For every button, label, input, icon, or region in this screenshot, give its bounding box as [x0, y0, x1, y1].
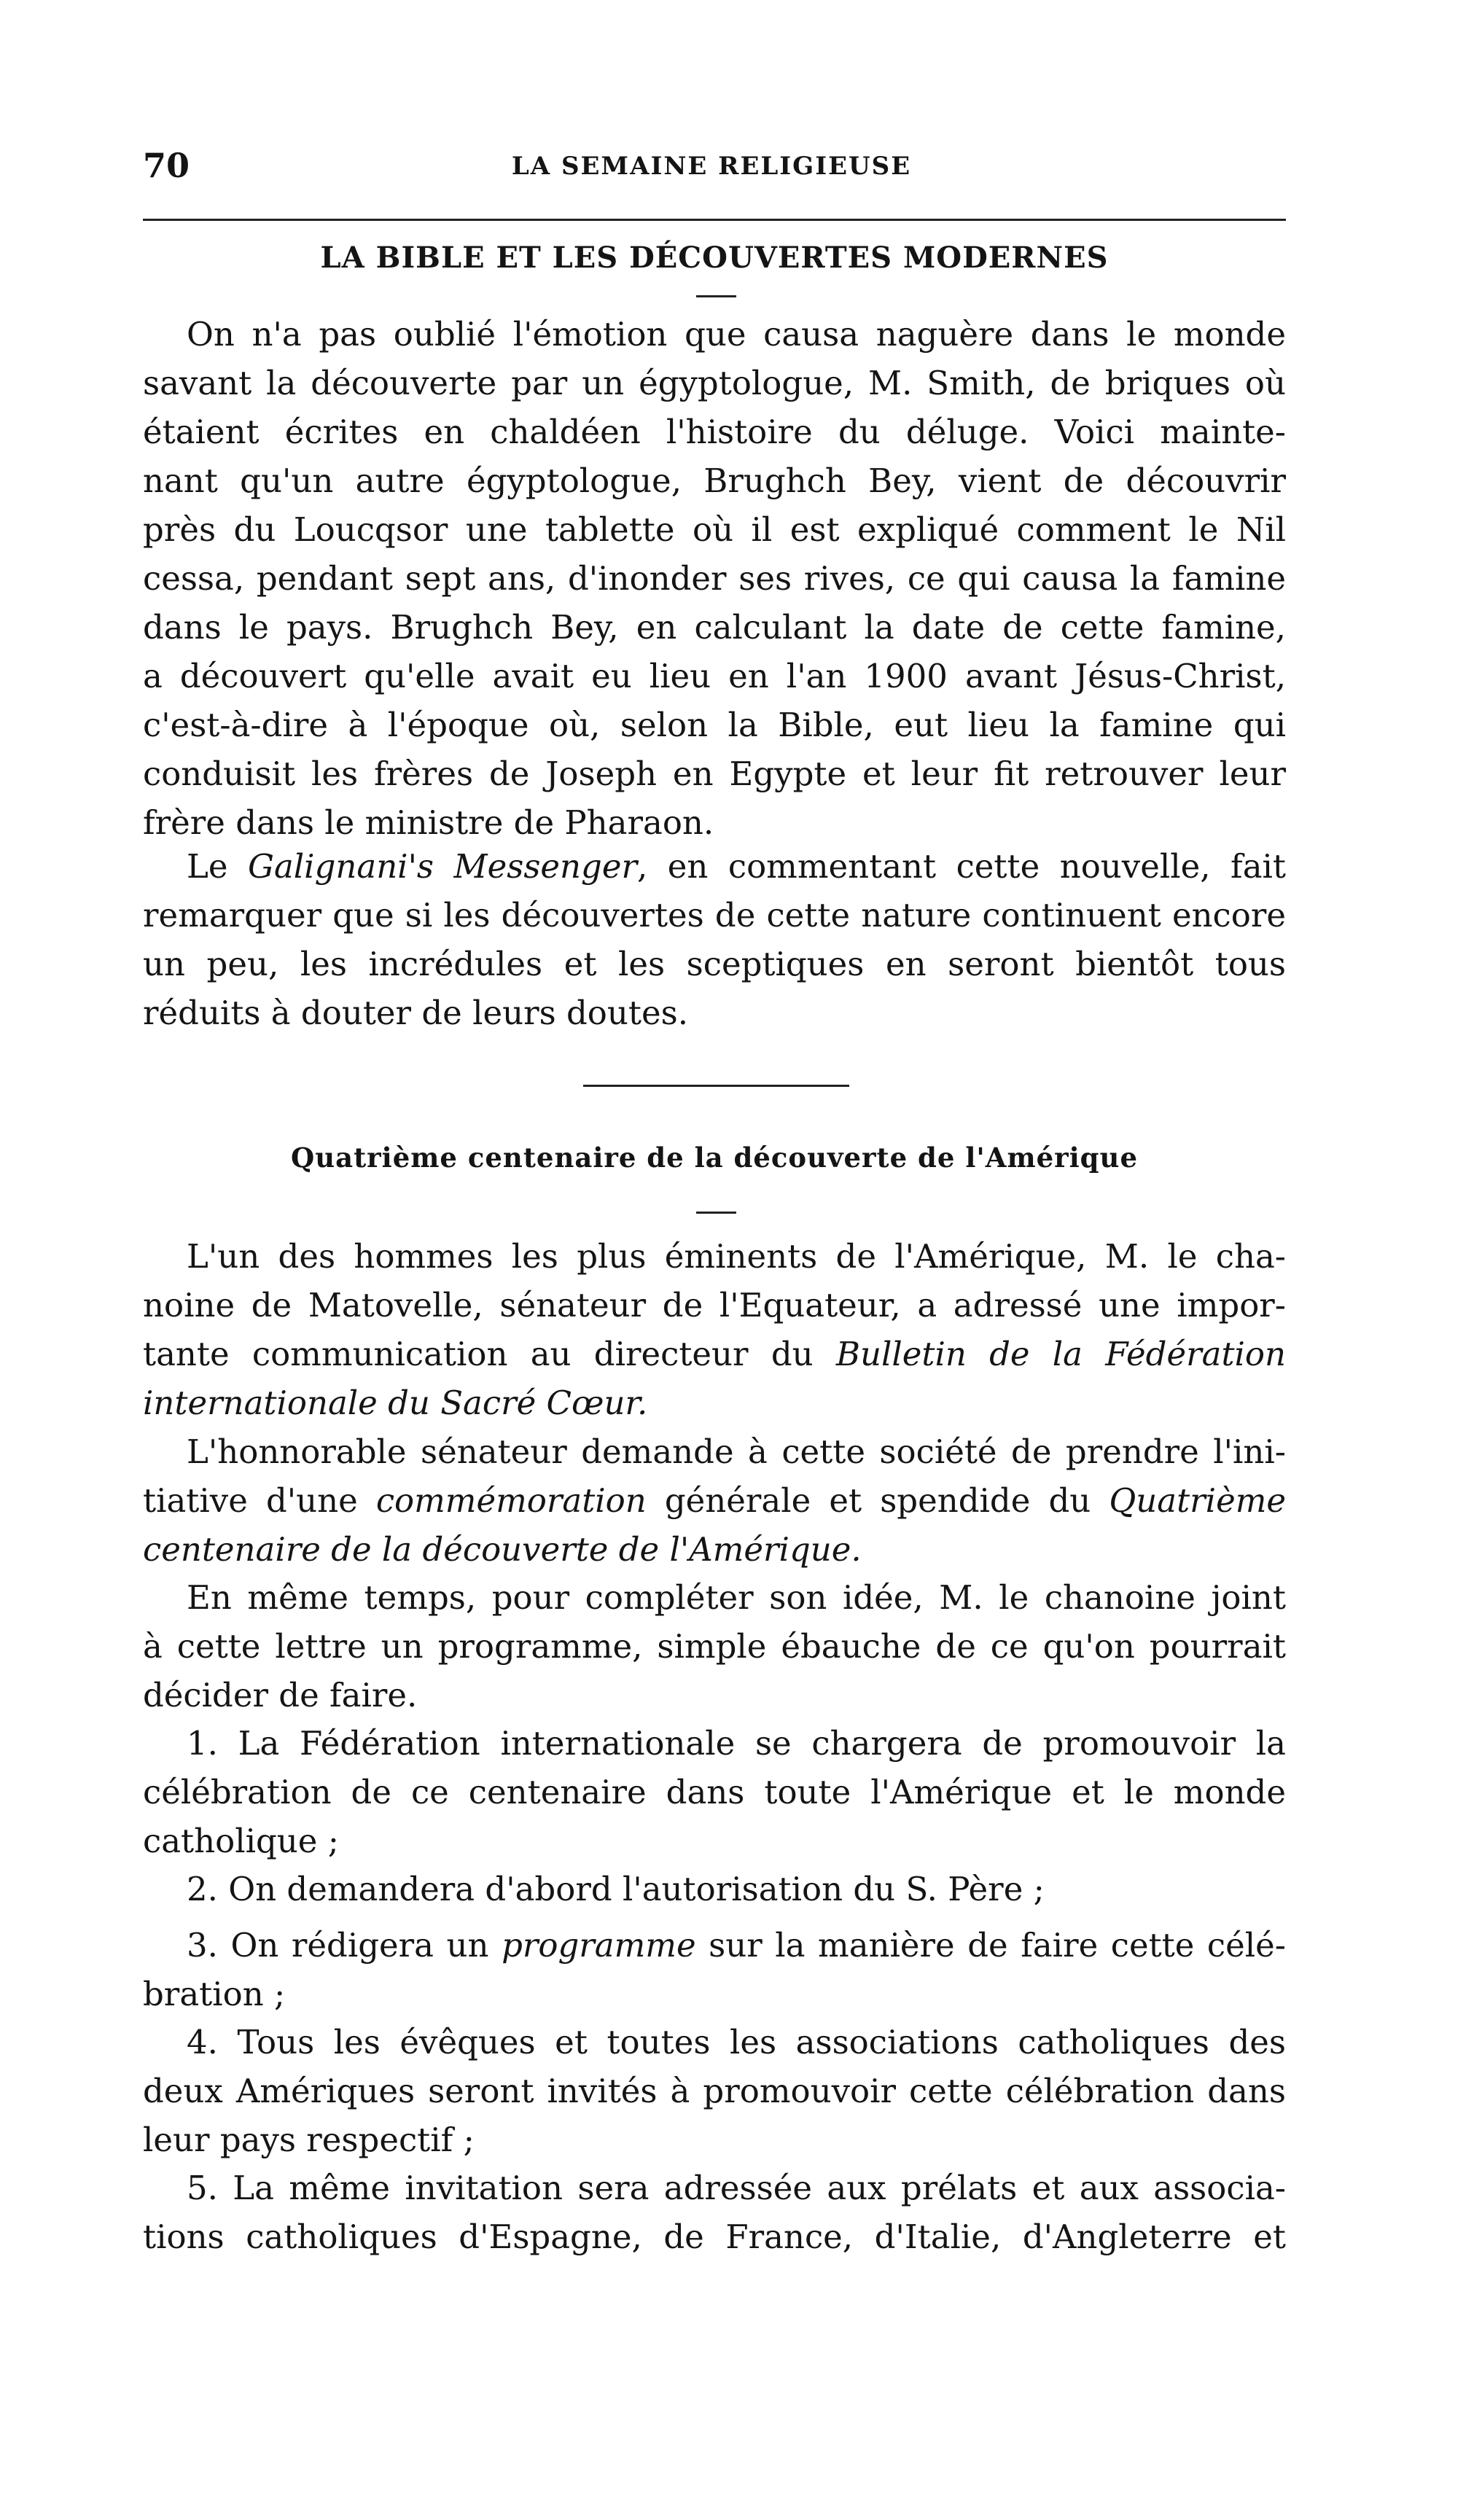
program-item-2 — [143, 1865, 1286, 1914]
text-line: remarquer que si les découvertes de cette nature continuent encore — [143, 896, 1286, 935]
text-line: L'un des hommes les plus éminents de l'Amérique, M. le cha- — [187, 1237, 1286, 1276]
page-header — [143, 146, 1280, 197]
article2-paragraph-1 — [143, 1232, 1286, 1427]
text-line — [143, 1378, 1286, 1427]
running-title: LA SEMAINE RELIGIEUSE — [511, 152, 912, 181]
text-span: Le — [187, 847, 249, 886]
program-item-1 — [143, 1719, 1286, 1865]
text-line: étaient écrites en chaldéen l'histoire du déluge. Voici mainte- — [143, 413, 1286, 451]
text-line: 2. On demandera d'abord l'autorisation du S. Père ; — [187, 1870, 1045, 1908]
text-line: conduisit les frères de Joseph en Egypte et leur fit retrouver leur — [143, 754, 1286, 793]
program-item-3 — [143, 1921, 1286, 2018]
italic-text: commémoration — [375, 1481, 647, 1520]
text-line: décider de faire. — [143, 1676, 418, 1715]
italic-text: Quatrième — [1109, 1481, 1286, 1520]
italic-text: centenaire de la découverte de l'Amérique. — [143, 1530, 862, 1569]
text-span: générale et spendide du — [646, 1481, 1109, 1520]
text-line: noine de Matovelle, sénateur de l'Equateur, a adressé une impor- — [143, 1286, 1286, 1325]
text-span: tiative d'une — [143, 1481, 376, 1520]
text-line — [143, 1921, 1286, 1970]
text-line: leur pays respectif ; — [143, 2121, 475, 2159]
article1-paragraph-1 — [143, 310, 1286, 847]
program-item-4 — [143, 2018, 1286, 2164]
article-title: LA BIBLE ET LES DÉCOUVERTES MODERNES — [320, 241, 1109, 275]
text-line: nant qu'un autre égyptologue, Brughch Bey, vient de découvrir — [143, 461, 1286, 500]
article1-paragraph-2 — [143, 842, 1286, 1037]
text-line: On n'a pas oublié l'émotion que causa naguère dans le monde — [187, 315, 1286, 354]
text-line: 4. Tous les évêques et toutes les associations catholiques des — [187, 2023, 1286, 2061]
text-span: , en commentant cette nouvelle, fait — [636, 847, 1286, 886]
page-number: 70 — [143, 146, 190, 185]
section-separator — [583, 1085, 849, 1087]
title-dash — [696, 295, 736, 297]
text-line: savant la découverte par un égyptologue, M. Smith, de briques où — [143, 364, 1286, 402]
text-line — [143, 1525, 1286, 1574]
text-line: bration ; — [143, 1975, 286, 2013]
text-line — [143, 1476, 1286, 1525]
header-rule — [143, 219, 1286, 221]
program-item-5 — [143, 2164, 1286, 2261]
italic-text: programme — [502, 1926, 696, 1965]
text-line: a découvert qu'elle avait eu lieu en l'an 1900 avant Jésus-Christ, — [143, 657, 1286, 695]
text-line: cessa, pendant sept ans, d'inonder ses rives, ce qui causa la famine — [143, 559, 1286, 598]
text-span: sur la manière de faire cette célé- — [695, 1926, 1286, 1965]
article2-paragraph-2 — [143, 1427, 1286, 1574]
text-line: En même temps, pour compléter son idée, M. le chanoine joint — [187, 1578, 1286, 1617]
text-line: 1. La Fédération internationale se chargera de promouvoir la — [187, 1724, 1286, 1763]
text-line: catholique ; — [143, 1822, 339, 1860]
text-line: tions catholiques d'Espagne, de France, d'Italie, d'Angleterre et — [143, 2217, 1286, 2256]
article2-paragraph-3 — [143, 1573, 1286, 1720]
text-line: frère dans le ministre de Pharaon. — [143, 803, 714, 842]
italic-text: internationale du Sacré Cœur. — [143, 1384, 648, 1422]
text-span: 3. On rédigera un — [187, 1926, 502, 1965]
text-line: 5. La même invitation sera adressée aux prélats et aux associa- — [187, 2169, 1286, 2207]
article-title: Quatrième centenaire de la découverte de l'Amérique — [290, 1142, 1138, 1174]
text-line: à cette lettre un programme, simple ébauche de ce qu'on pourrait — [143, 1627, 1286, 1666]
text-line — [143, 842, 1286, 891]
text-line: un peu, les incrédules et les sceptiques en seront bientôt tous — [143, 945, 1286, 983]
text-line: c'est-à-dire à l'époque où, selon la Bible, eut lieu la famine qui — [143, 706, 1286, 744]
italic-text: Bulletin de la Fédération — [835, 1335, 1286, 1373]
text-line — [143, 1330, 1286, 1378]
newspaper-title: Galignani's Messenger — [248, 847, 637, 886]
title-dash — [696, 1212, 736, 1214]
text-span: tante communication au directeur du — [143, 1335, 836, 1373]
text-line: près du Loucqsor une tablette où il est expliqué comment le Nil — [143, 510, 1286, 549]
text-line: deux Amériques seront invités à promouvoir cette célébration dans — [143, 2072, 1286, 2110]
text-line: dans le pays. Brughch Bey, en calculant la date de cette famine, — [143, 608, 1286, 647]
text-line: L'honnorable sénateur demande à cette société de prendre l'ini- — [187, 1432, 1286, 1471]
text-line: célébration de ce centenaire dans toute l'Amérique et le monde — [143, 1773, 1286, 1811]
text-line: réduits à douter de leurs doutes. — [143, 994, 688, 1032]
